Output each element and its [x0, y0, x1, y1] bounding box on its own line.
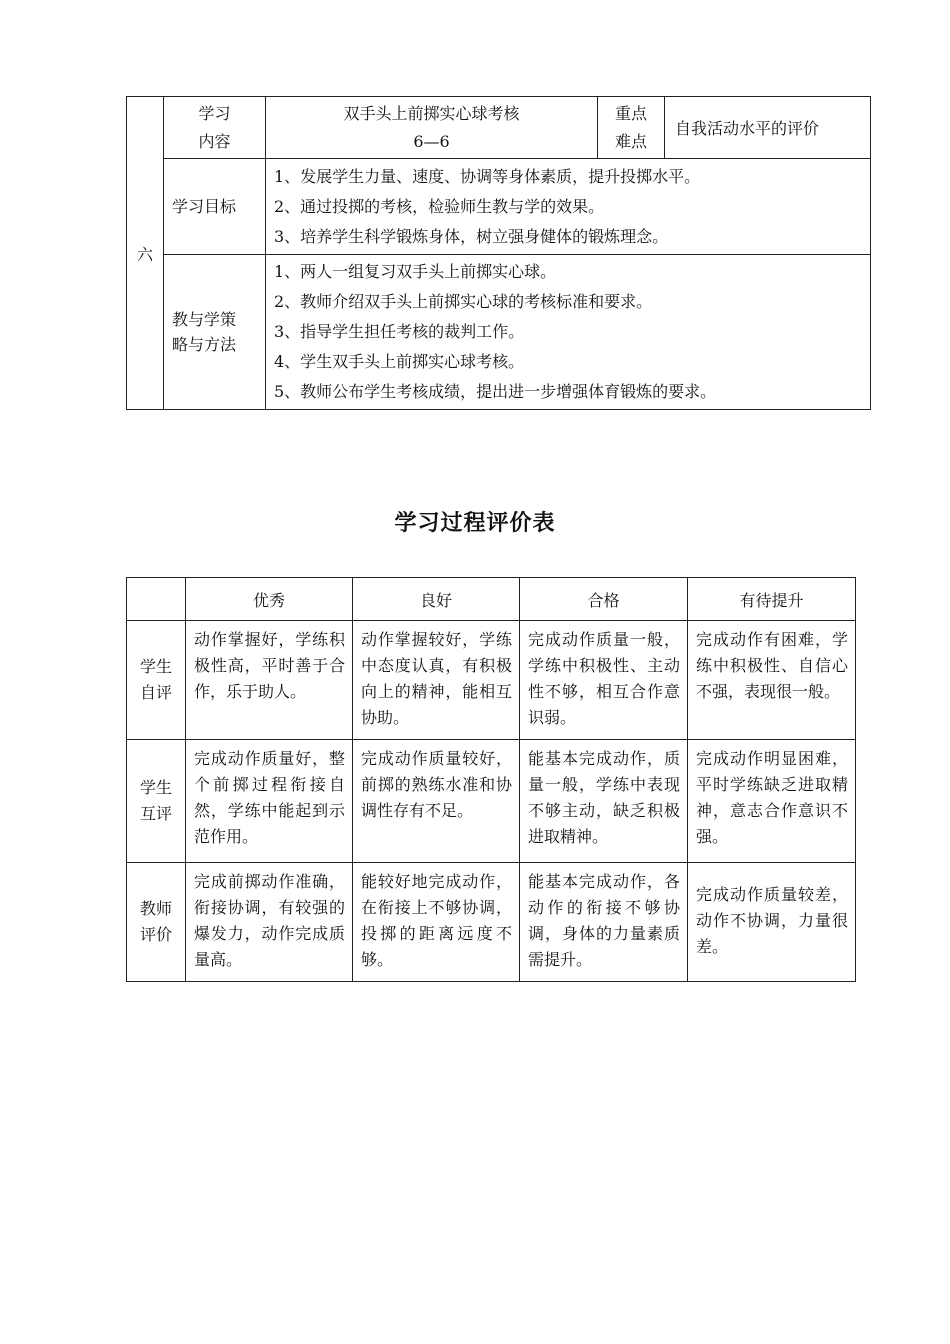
- content-label-line-2: 内容: [198, 131, 231, 151]
- row-label-teacher: [127, 863, 186, 982]
- teacher-evaluation-row: [127, 863, 856, 982]
- lesson-content-cell: [266, 97, 598, 159]
- row-label-peer: [127, 740, 186, 863]
- objectives-row: [127, 159, 871, 255]
- row-label-line-2: 自评: [139, 683, 172, 702]
- header-needs-improvement: 有待提升: [688, 578, 856, 621]
- evaluation-header-row: [127, 578, 856, 621]
- table-cell: 能基本完成动作，质量一般，学练中表现不够主动，缺乏积极进取精神。: [520, 740, 688, 863]
- table-cell: 完成动作质量好，整个前掷过程衔接自然，学练中能起到示范作用。: [186, 740, 353, 863]
- methods-row: [127, 255, 871, 410]
- lesson-content-title: 双手头上前掷实心球考核: [343, 103, 520, 123]
- unit-number-cell: [127, 97, 164, 410]
- row-label-self: [127, 621, 186, 740]
- row-label-line-2: 评价: [139, 925, 172, 944]
- lesson-content-number: 6—6: [413, 131, 450, 151]
- key-points-cell: [665, 97, 871, 159]
- table-cell: 完成动作质量较差，动作不协调，力量很差。: [688, 863, 856, 982]
- objectives-label-cell: [164, 159, 266, 255]
- table-cell: 完成前掷动作准确，衔接协调，有较强的爆发力，动作完成质量高。: [186, 863, 353, 982]
- header-corner-cell: [127, 578, 186, 621]
- content-label-cell: [164, 97, 266, 159]
- header-excellent: 优秀: [186, 578, 353, 621]
- method-item: 1、两人一组复习双手头上前掷实心球。: [274, 262, 557, 281]
- table-cell: 完成动作质量一般，学练中积极性、主动性不够，相互合作意识弱。: [520, 621, 688, 740]
- methods-label-line-2: 略与方法: [172, 335, 237, 354]
- method-item: 2、教师介绍双手头上前掷实心球的考核标准和要求。: [274, 292, 653, 311]
- objective-item: 1、发展学生力量、速度、协调等身体素质，提升投掷水平。: [274, 166, 701, 186]
- unit-number: 六: [136, 244, 153, 264]
- header-pass: 合格: [520, 578, 688, 621]
- methods-label-line-1: 教与学策: [172, 310, 237, 329]
- table-cell: 动作掌握较好，学练中态度认真，有积极向上的精神，能相互协助。: [353, 621, 520, 740]
- row-label-line-1: 学生: [139, 657, 172, 676]
- objective-item: 3、培养学生科学锻炼身体，树立强身健体的锻炼理念。: [274, 226, 669, 246]
- table-cell: 完成动作明显困难，平时学练缺乏进取精神，意志合作意识不强。: [688, 740, 856, 863]
- row-label-line-2: 互评: [139, 804, 172, 823]
- method-item: 3、指导学生担任考核的裁判工作。: [274, 322, 525, 341]
- peer-evaluation-row: [127, 740, 856, 863]
- evaluation-table: [126, 577, 856, 982]
- objective-item: 2、通过投掷的考核，检验师生教与学的效果。: [274, 196, 605, 216]
- table-cell: 动作掌握好，学练积极性高，平时善于合作，乐于助人。: [186, 621, 353, 740]
- key-points-text: 自我活动水平的评价: [675, 119, 820, 138]
- method-item: 5、教师公布学生考核成绩，提出进一步增强体育锻炼的要求。: [274, 382, 717, 401]
- methods-cell: [266, 255, 871, 410]
- self-evaluation-row: [127, 621, 856, 740]
- table-cell: 完成动作有困难，学练中积极性、自信心不强，表现很一般。: [688, 621, 856, 740]
- method-item: 4、学生双手头上前掷实心球考核。: [274, 352, 525, 371]
- methods-label-cell: [164, 255, 266, 410]
- content-label-line-1: 学习: [198, 103, 231, 123]
- evaluation-title: 学习过程评价表: [394, 511, 556, 536]
- table-cell: 完成动作质量较好，前掷的熟练水准和协调性存有不足。: [353, 740, 520, 863]
- lesson-content-row: [127, 97, 871, 159]
- key-points-label-cell: [598, 97, 665, 159]
- row-label-line-1: 学生: [139, 778, 172, 797]
- row-label-line-1: 教师: [139, 899, 172, 918]
- header-good: 良好: [353, 578, 520, 621]
- lesson-plan-table: [126, 96, 871, 410]
- table-cell: 能较好地完成动作，在衔接上不够协调，投掷的距离远度不够。: [353, 863, 520, 982]
- objectives-label: 学习目标: [172, 197, 237, 216]
- key-points-label-line-2: 难点: [614, 131, 647, 151]
- table-cell: 能基本完成动作，各动作的衔接不够协调，身体的力量素质需提升。: [520, 863, 688, 982]
- key-points-label-line-1: 重点: [614, 103, 647, 123]
- objectives-cell: [266, 159, 871, 255]
